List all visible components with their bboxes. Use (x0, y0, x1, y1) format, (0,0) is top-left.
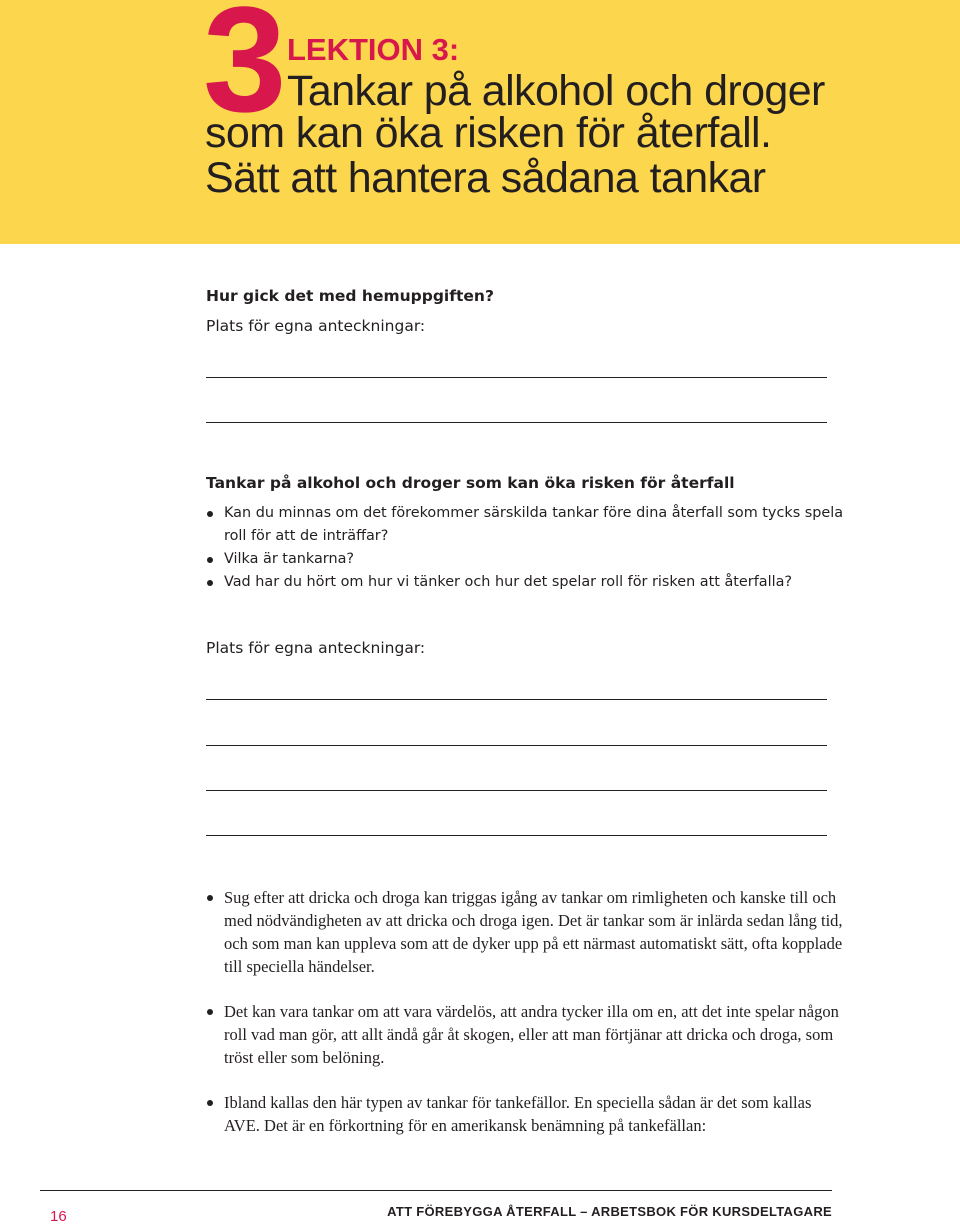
list-item: Kan du minnas om det förekommer särskilda tankar före dina återfall som tycks spela roll för att de inträffar? (206, 502, 846, 548)
lesson-title-line-2: som kan öka risken för återfall. (205, 109, 772, 157)
thoughts-note-line[interactable] (206, 699, 827, 700)
lesson-title-line-3: Sätt att hantera sådana tankar (205, 154, 766, 202)
body-paragraph-list (206, 886, 846, 1159)
thoughts-note-line[interactable] (206, 835, 827, 836)
homework-notes-label: Plats för egna anteckningar: (206, 317, 426, 335)
footer-divider (40, 1190, 832, 1191)
homework-heading: Hur gick det med hemuppgiften? (206, 287, 494, 305)
lesson-header (0, 0, 960, 244)
homework-note-line[interactable] (206, 422, 827, 423)
thoughts-notes-label: Plats för egna anteckningar: (206, 639, 426, 657)
thoughts-note-line[interactable] (206, 790, 827, 791)
list-item: Det kan vara tankar om att vara värdelös, att andra tycker illa om en, att det inte spelar någon roll vad man gör, att allt ändå går åt skogen, eller att man förtjänar att dricka och droga, som tröst eller som belöning. (206, 1000, 846, 1069)
list-item: Ibland kallas den här typen av tankar för tankefällor. En speciella sådan är det som kallas AVE. Det är en förkortning för en amerikansk benämning på tankefällan: (206, 1091, 846, 1137)
thoughts-note-line[interactable] (206, 745, 827, 746)
book-title: ATT FÖREBYGGA ÅTERFALL – ARBETSBOK FÖR KURSDELTAGARE (387, 1204, 832, 1219)
lesson-label: LEKTION 3: (287, 32, 460, 67)
thoughts-question-list (206, 502, 846, 594)
page-number: 16 (50, 1208, 67, 1225)
homework-note-line[interactable] (206, 377, 827, 378)
lesson-title-line-1: Tankar på alkohol och droger (287, 67, 825, 115)
thoughts-heading: Tankar på alkohol och droger som kan öka risken för återfall (206, 474, 735, 492)
list-item: Vad har du hört om hur vi tänker och hur det spelar roll för risken att återfalla? (206, 571, 846, 594)
list-item: Vilka är tankarna? (206, 548, 846, 571)
lesson-number: 3 (203, 0, 281, 143)
list-item: Sug efter att dricka och droga kan triggas igång av tankar om rimligheten och kanske till och med nödvändigheten av att dricka och droga igen. Det är tankar som är inlärda sedan lång tid, och som man kan uppleva som att de dyker upp på ett närmast automatiskt sätt, ofta kopplade till speciella händelser. (206, 886, 846, 978)
